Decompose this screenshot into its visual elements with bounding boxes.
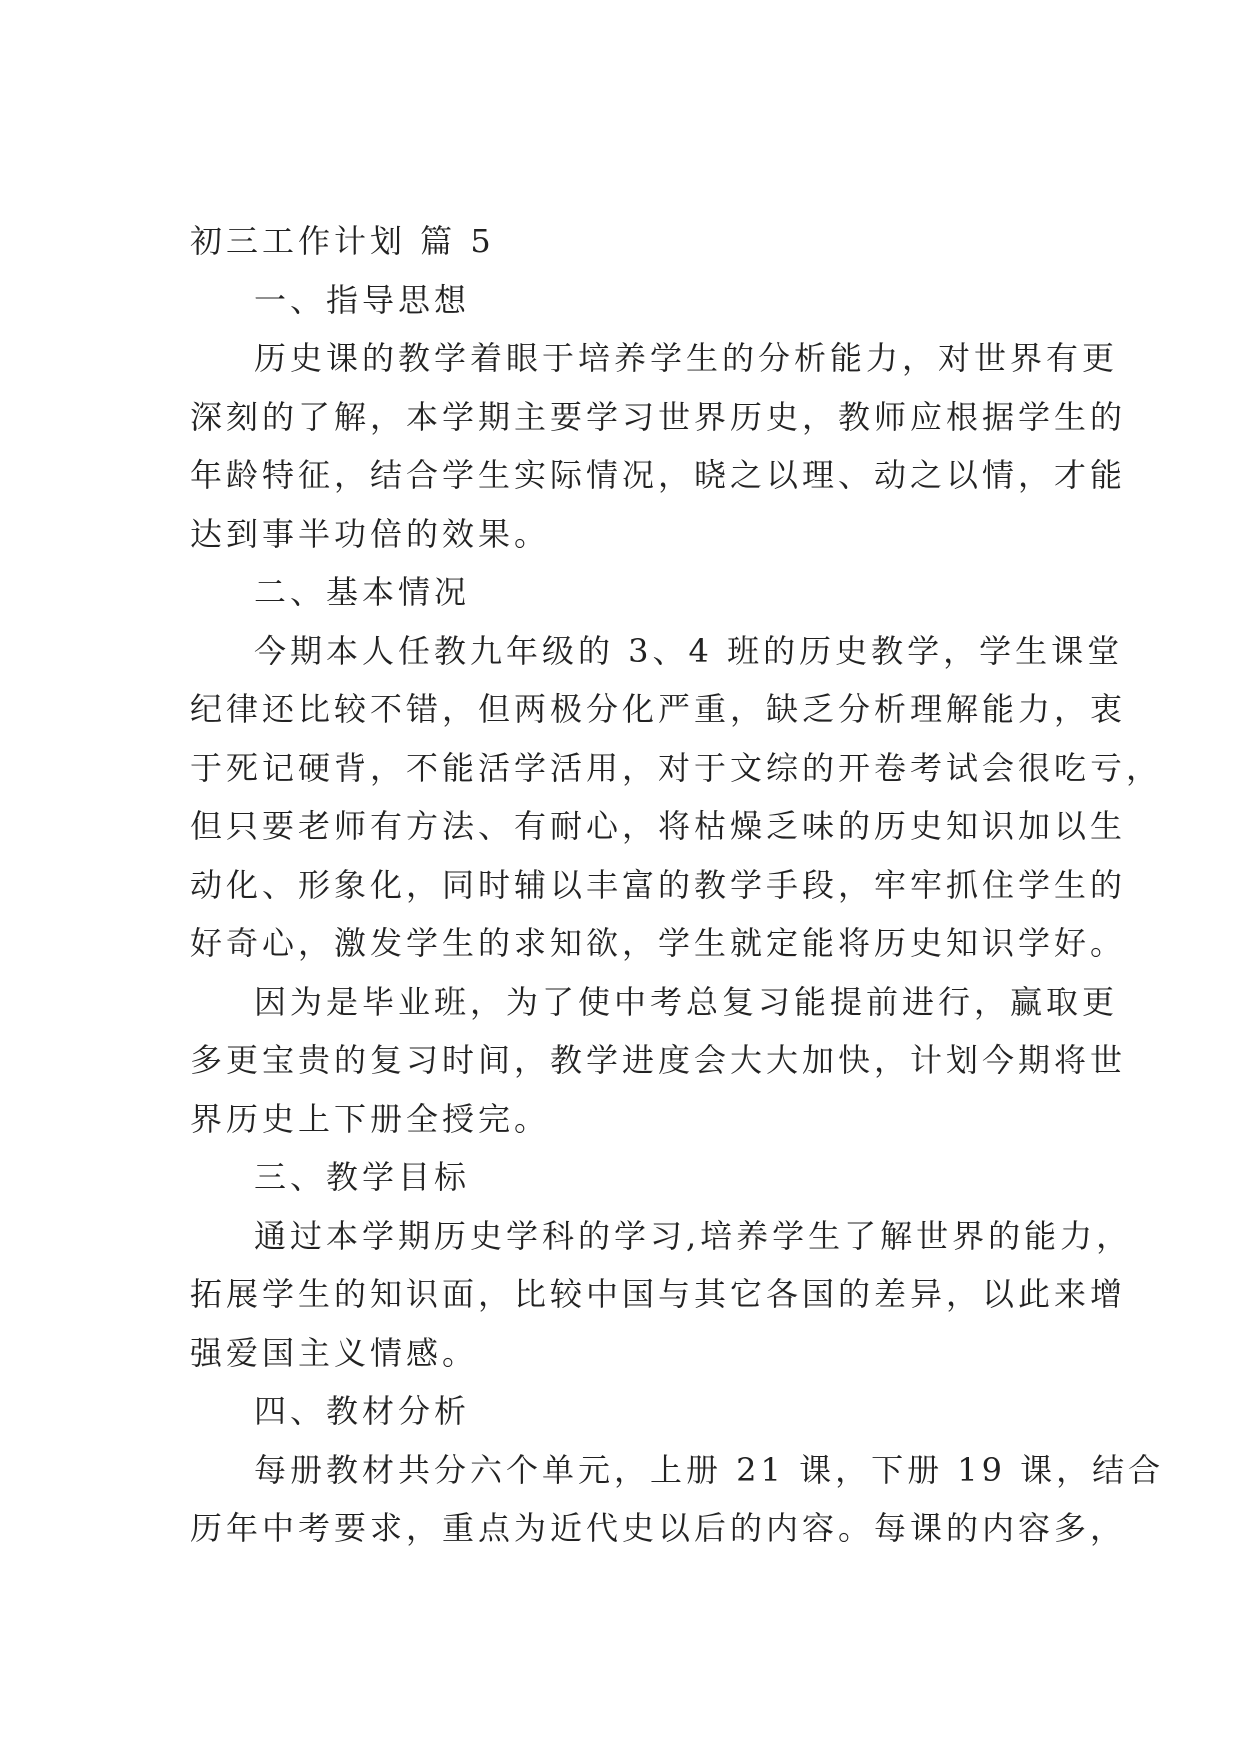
paragraph-line: 历年中考要求，重点为近代史以后的内容。每课的内容多，	[190, 1509, 1127, 1547]
paragraph-line: 动化、形象化，同时辅以丰富的教学手段，牢牢抓住学生的	[190, 865, 1127, 904]
paragraph-line: 每册教材共分六个单元，上册 21 课，下册 19 课，结合	[254, 1450, 1165, 1489]
paragraph-line: 历史课的教学着眼于培养学生的分析能力，对世界有更	[254, 339, 1119, 377]
document-body	[190, 212, 1165, 1558]
paragraph-line: 于死记硬背，不能活学活用，对于文综的开卷考试会很吃亏，	[190, 748, 1163, 787]
paragraph-line: 因为是毕业班，为了使中考总复习能提前进行，赢取更	[254, 982, 1119, 1021]
paragraph-line: 好奇心，激发学生的求知欲，学生就定能将历史知识学好。	[190, 924, 1127, 962]
paragraph-line: 多更宝贵的复习时间，教学进度会大大加快，计划今期将世	[190, 1041, 1127, 1079]
paragraph-line: 通过本学期历史学科的学习,培养学生了解世界的能力，	[254, 1216, 1133, 1255]
paragraph-line: 深刻的了解，本学期主要学习世界历史，教师应根据学生的	[190, 397, 1127, 436]
section-heading-textbook-analysis: 四、教材分析	[254, 1392, 471, 1430]
paragraph-line: 纪律还比较不错，但两极分化严重，缺乏分析理解能力，衷	[190, 690, 1127, 728]
document-title: 初三工作计划 篇 5	[190, 222, 495, 260]
paragraph-line: 但只要老师有方法、有耐心，将枯燥乏味的历史知识加以生	[190, 807, 1127, 845]
section-heading-guiding-ideology: 一、指导思想	[254, 280, 471, 319]
paragraph-line: 年龄特征，结合学生实际情况，晓之以理、动之以情，才能	[190, 456, 1127, 494]
paragraph-line: 界历史上下册全授完。	[190, 1099, 551, 1138]
paragraph-line: 今期本人任教九年级的 3、4 班的历史教学，学生课堂	[254, 631, 1124, 670]
paragraph-line: 拓展学生的知识面，比较中国与其它各国的差异，以此来增	[190, 1275, 1127, 1313]
section-heading-basic-situation: 二、基本情况	[254, 573, 471, 611]
paragraph-line: 达到事半功倍的效果。	[190, 514, 551, 553]
section-heading-teaching-goals: 三、教学目标	[254, 1158, 471, 1196]
paragraph-line: 强爱国主义情感。	[190, 1333, 479, 1372]
